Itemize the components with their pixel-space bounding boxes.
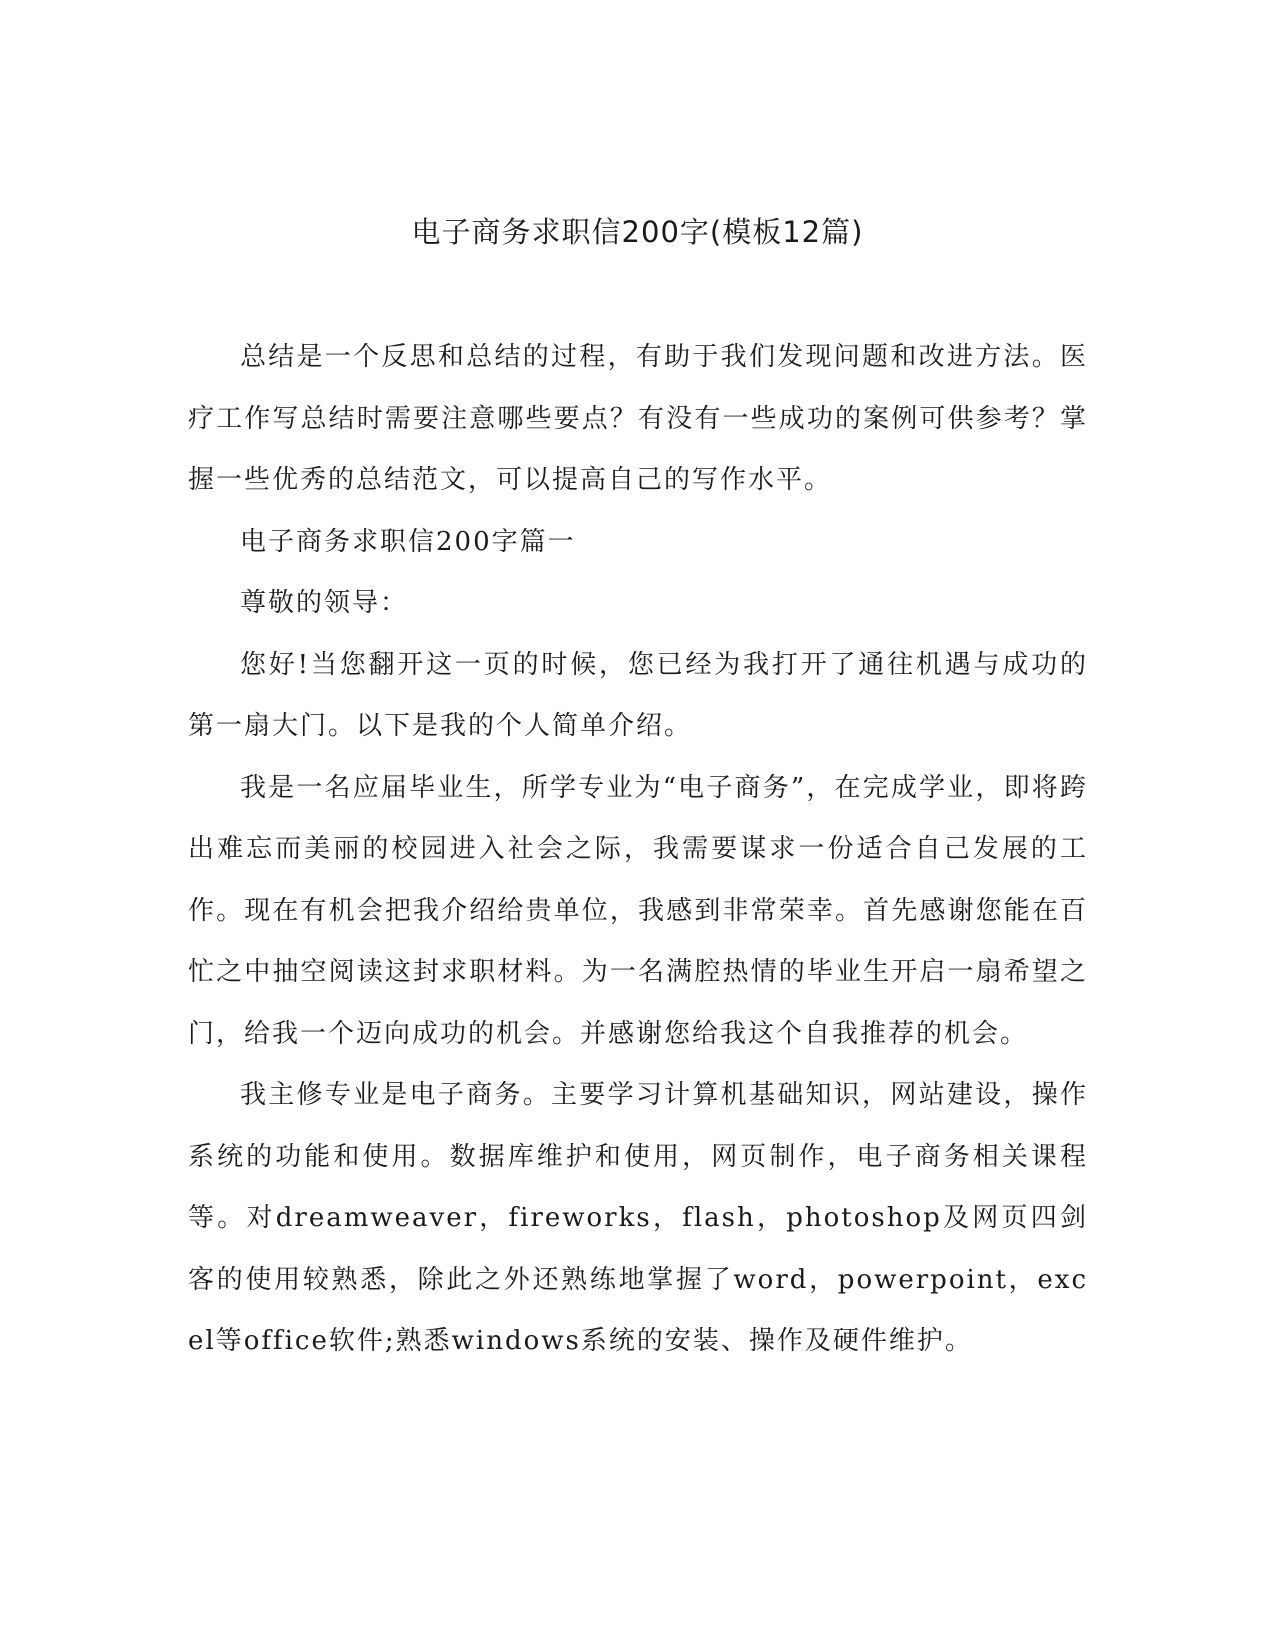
document-body <box>188 327 1088 1373</box>
document-title: 电子商务求职信200字(模板12篇) <box>411 215 864 249</box>
salutation: 尊敬的领导： <box>240 588 409 618</box>
section-heading: 电子商务求职信200字篇一 <box>240 526 576 557</box>
intro-paragraph: 总结是一个反思和总结的过程，有助于我们发现问题和改进方法。医疗工作写总结时需要注意哪些要点？有没有一些成功的案例可供参考？掌握一些优秀的总结范文，可以提高自己的写作水平。 <box>188 342 1088 495</box>
introduction-paragraph: 我是一名应届毕业生，所学专业为“电子商务”，在完成学业，即将跨出难忘而美丽的校园进入社会之际，我需要谋求一份适合自己发展的工作。现在有机会把我介绍给贵单位，我感到非常荣幸。首先感谢您能在百忙之中抽空阅读这封求职材料。为一名满腔热情的毕业生开启一扇希望之门，给我一个迈向成功的机会。并感谢您给我这个自我推荐的机会。 <box>188 772 1088 1049</box>
major-skills-paragraph: 我主修专业是电子商务。主要学习计算机基础知识，网站建设，操作系统的功能和使用。数据库维护和使用，网页制作，电子商务相关课程等。对dreamweaver，fireworks，flash，photoshop及网页四剑客的使用较熟悉，除此之外还熟练地掌握了word，powerpoint，excel等office软件;熟悉windows系统的安装、操作及硬件维护。 <box>188 1080 1088 1356</box>
greeting-paragraph: 您好!当您翻开这一页的时候，您已经为我打开了通往机遇与成功的第一扇大门。以下是我的个人简单介绍。 <box>188 649 1088 741</box>
